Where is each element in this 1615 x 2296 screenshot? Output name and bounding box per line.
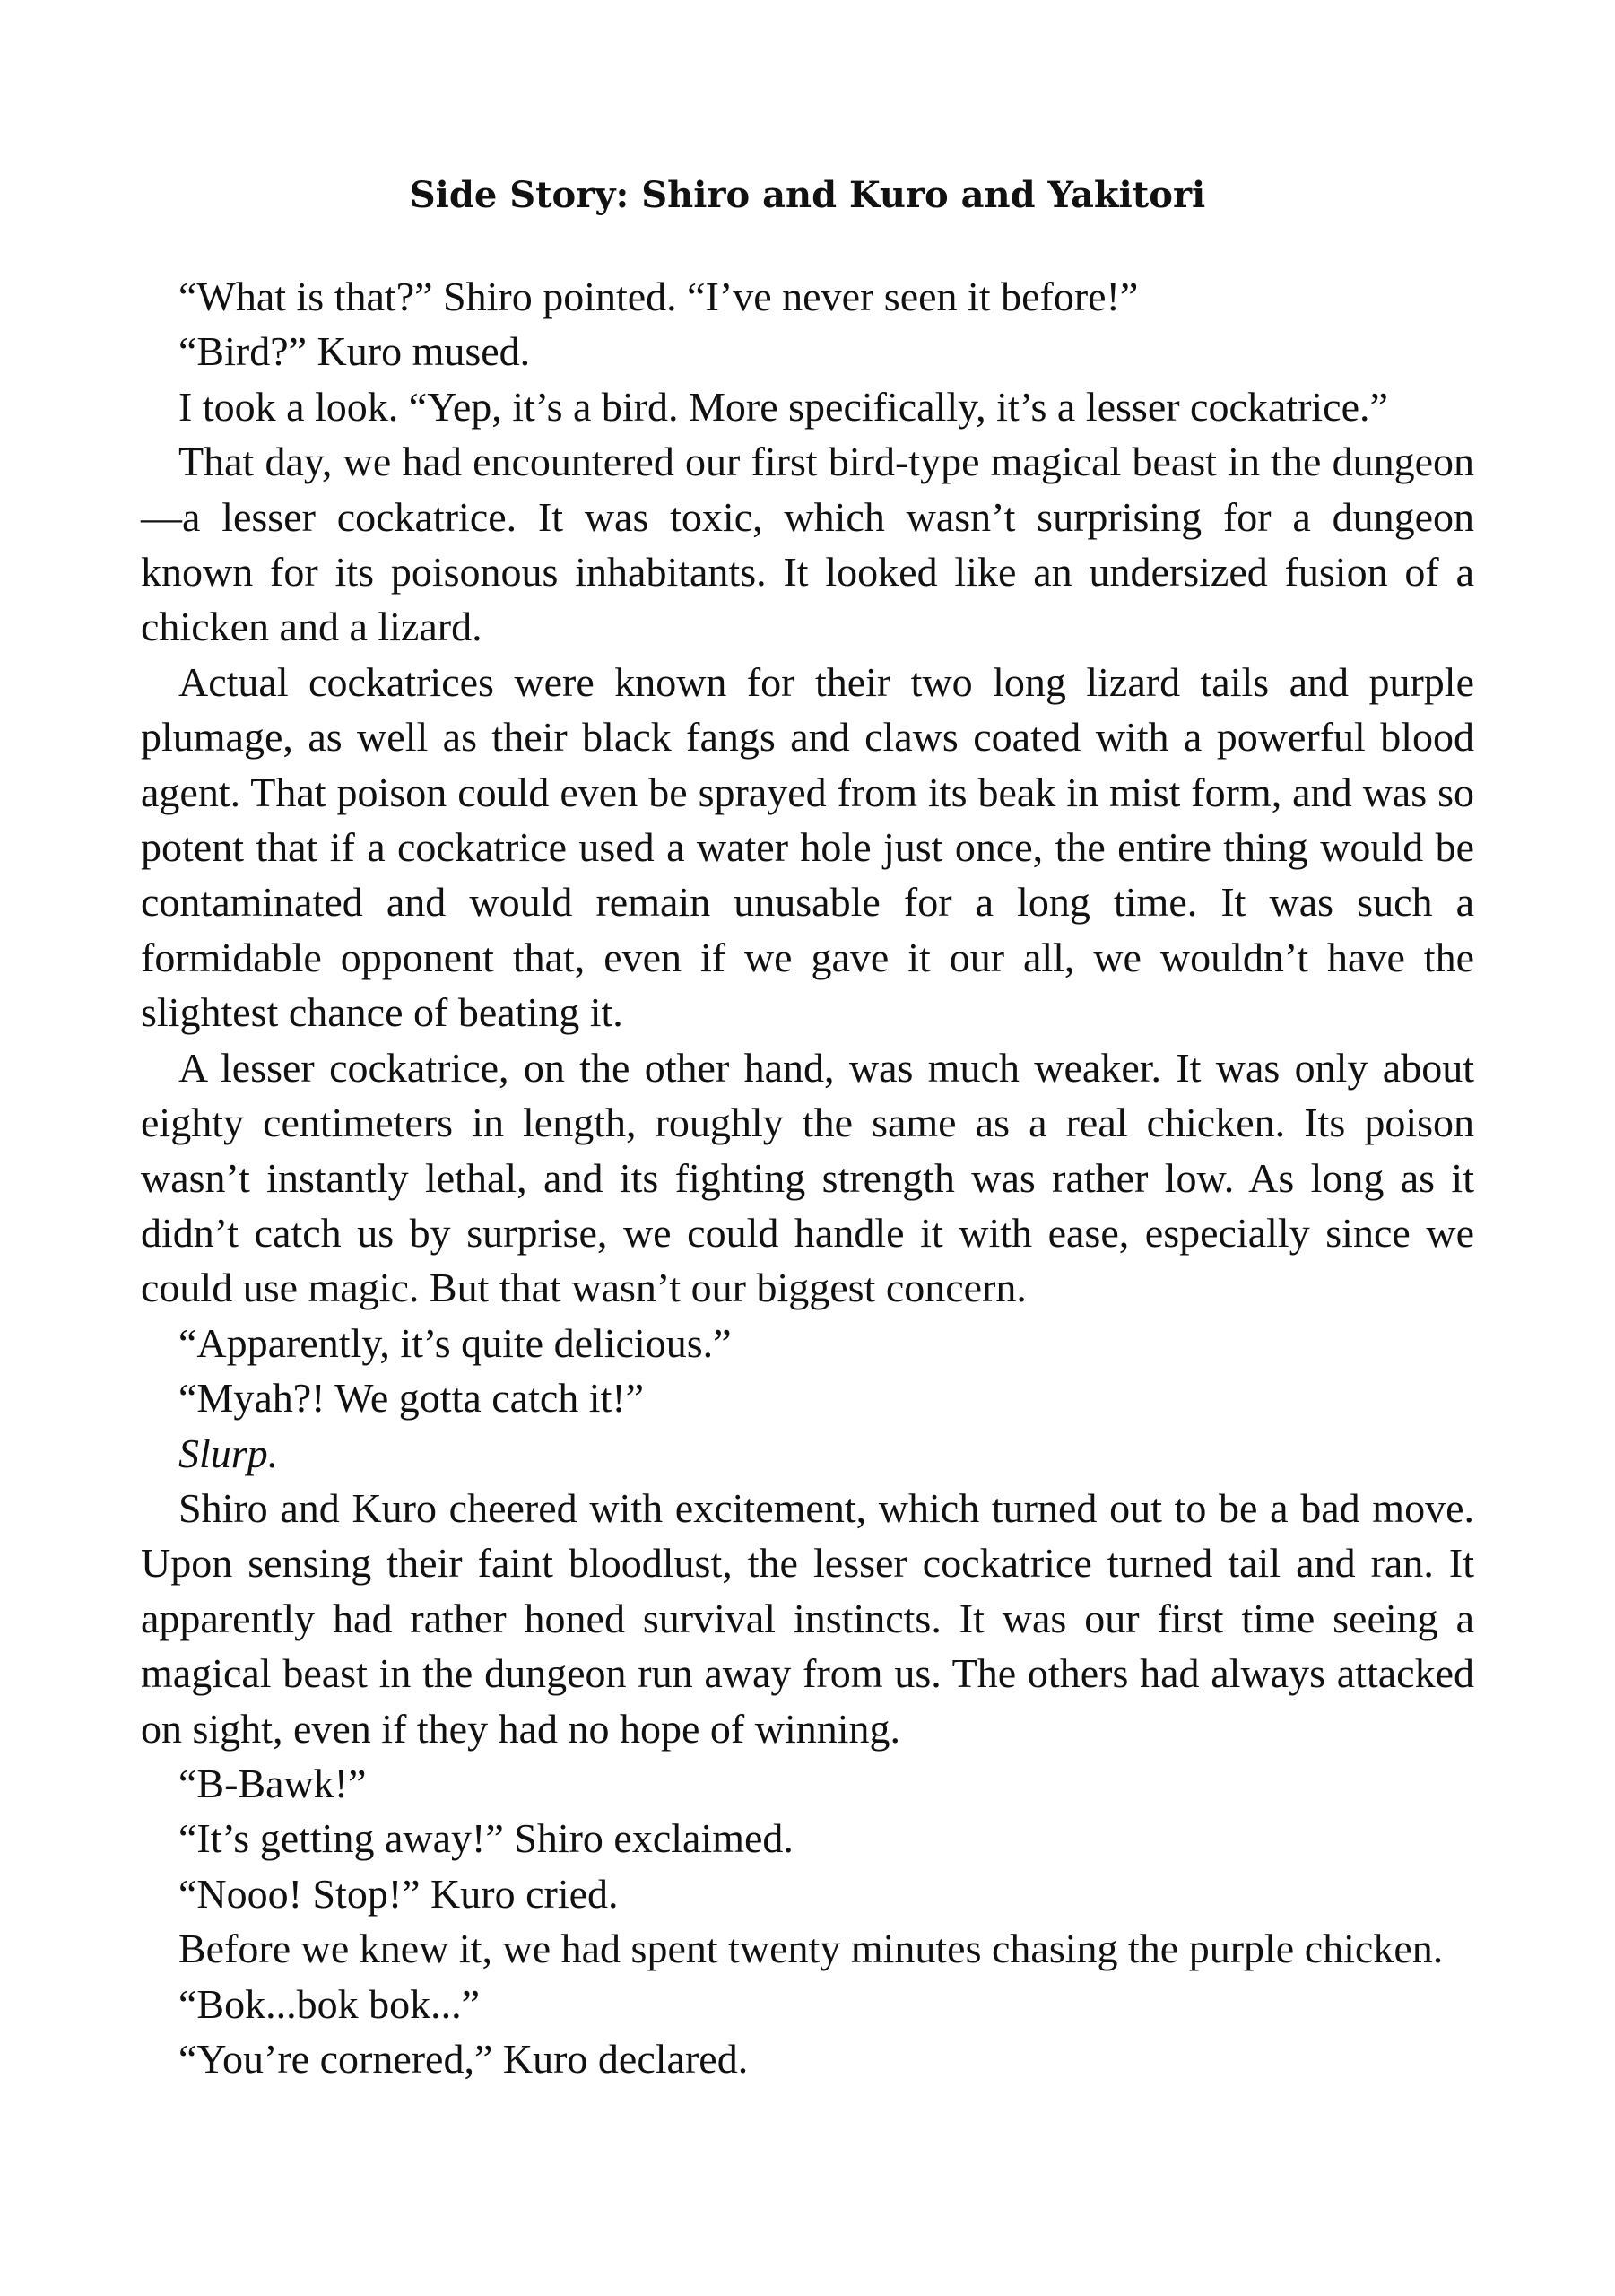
paragraph: “Bok...bok bok...” <box>178 1980 481 2027</box>
paragraph: That day, we had encountered our first bird-type magical beast in the dungeon—a lesser cockatrice. It was toxic, which wasn’t surprising for a dungeon known for its poisonous inhabitants. It looked like an undersized fusion of a chicken and a lizard. <box>141 439 1474 650</box>
paragraph: A lesser cockatrice, on the other hand, was much weaker. It was only about eighty centimeters in length, roughly the same as a real chicken. Its poison wasn’t instantly lethal, and its fighting strength was rather low. As long as it didn’t catch us by surprise, we could handle it with ease, especially since we could use magic. But that wasn’t our biggest concern. <box>141 1044 1474 1311</box>
paragraph: “Myah?! We gotta catch it!” <box>178 1375 645 1422</box>
paragraph: “What is that?” Shiro pointed. “I’ve never seen it before!” <box>178 274 1139 319</box>
paragraph: Shiro and Kuro cheered with excitement, which turned out to be a bad move. Upon sensing their faint bloodlust, the lesser cockatrice turned tail and ran. It apparently had rather honed survival instincts. It was our first time seeing a magical beast in the dungeon run away from us. The others had always attacked on sight, even if they had no hope of winning. <box>141 1484 1474 1752</box>
paragraph: “You’re cornered,” Kuro declared. <box>178 2036 749 2082</box>
chapter-title: Side Story: Shiro and Kuro and Yakitori <box>409 174 1206 216</box>
paragraph-italic: Slurp. <box>178 1430 279 1476</box>
paragraph: I took a look. “Yep, it’s a bird. More specifically, it’s a lesser cockatrice.” <box>178 383 1388 430</box>
paragraph: “Nooo! Stop!” Kuro cried. <box>178 1870 619 1917</box>
paragraph: “It’s getting away!” Shiro exclaimed. <box>178 1815 794 1862</box>
body-text <box>141 269 1474 2086</box>
paragraph: “B-Bawk!” <box>178 1760 367 1806</box>
paragraph: “Bird?” Kuro mused. <box>178 328 531 375</box>
paragraph: Before we knew it, we had spent twenty minutes chasing the purple chicken. <box>178 1926 1444 1972</box>
paragraph: “Apparently, it’s quite delicious.” <box>178 1319 732 1366</box>
paragraph: Actual cockatrices were known for their two long lizard tails and purple plumage, as well as their black fangs and claws coated with a powerful blood agent. That poison could even be sprayed from its beak in mist form, and was so potent that if a cockatrice used a water hole just once, the entire thing would be contaminated and would remain unusable for a long time. It was such a formidable opponent that, even if we gave it our all, we wouldn’t have the slightest chance of beating it. <box>141 658 1474 1036</box>
